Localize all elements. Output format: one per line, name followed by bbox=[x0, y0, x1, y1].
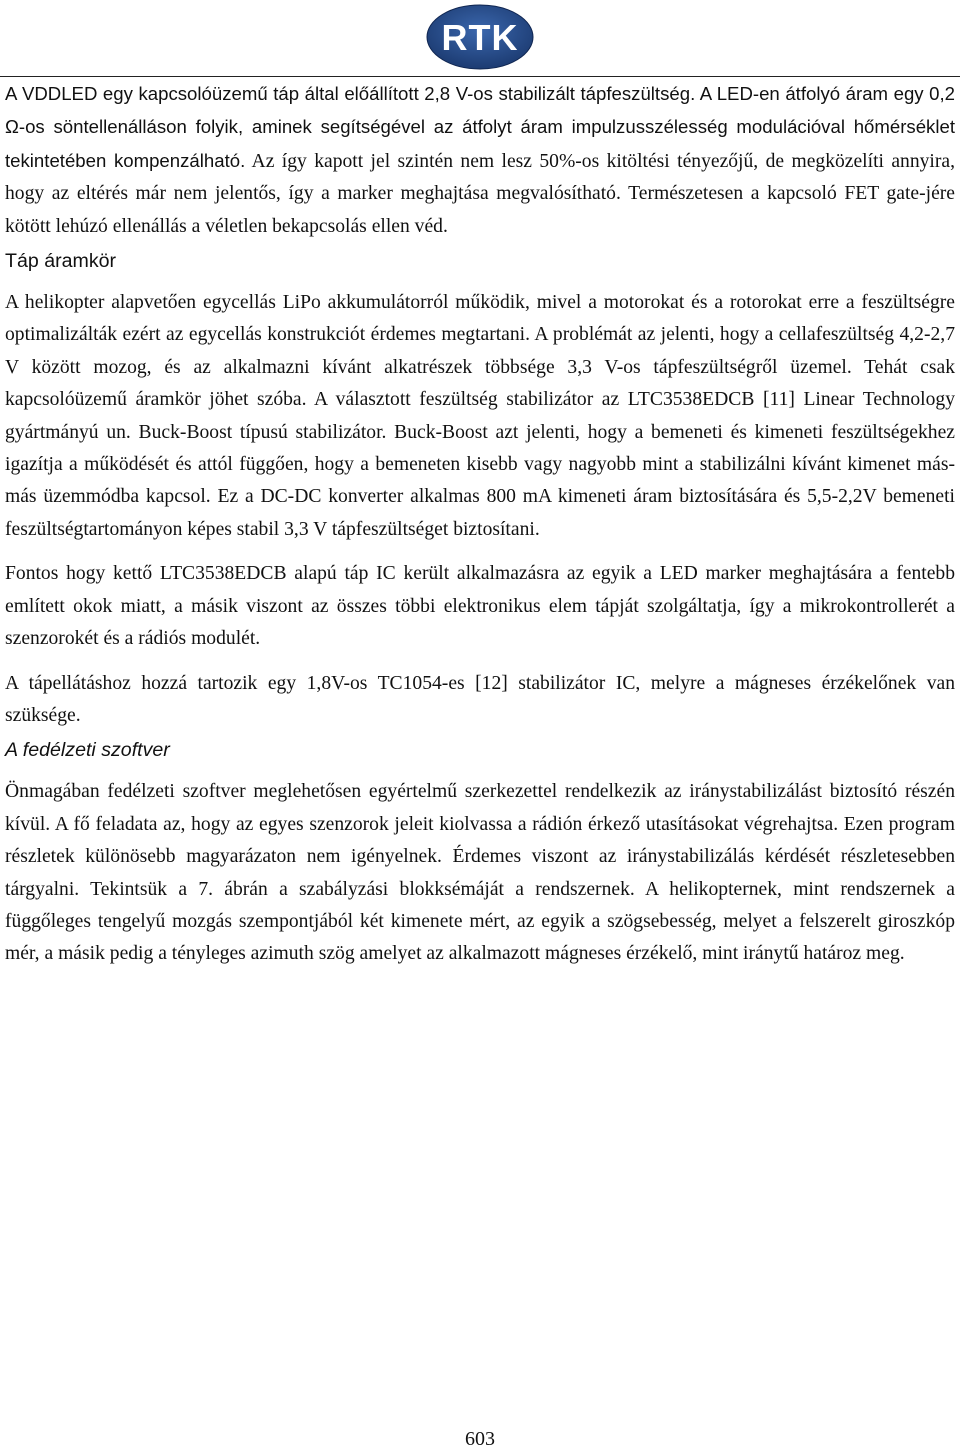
page-content bbox=[5, 78, 955, 971]
paragraph-vddled bbox=[5, 78, 955, 243]
rtk-logo-mark bbox=[426, 4, 534, 70]
paragraph-power: A helikopter alapvetően egycellás LiPo akkumulátorról működik, mivel a motorokat és a rotorokat erre a feszültségre optimalizálták ezért az egycellás konstrukciót érdemes megtartani. A problémát az jelenti, hogy a cellafeszültség 4,2-2,7 V között mozog, és az alkalmazni kívánt alkatrészek többsége 3,3 V-os tápfeszültségről üzemel. Tehát csak kapcsolóüzemű áramkör jöhet szóba. A választott feszültség stabilizátor az LTC3538EDCB [11] Linear Technology gyártmányú un. Buck-Boost típusú stabilizátor. Buck-Boost azt jelenti, hogy a bemeneti és kimeneti feszültségekhez igazítja a működését és attól függően, hogy a bemeneten kisebb vagy nagyobb mint a stabilizálni kívánt kimenet más-más üzemmódba kapcsol. Ez a DC-DC konverter alkalmas 800 mA kimeneti áram biztosítására és 5,5-2,2V bemeneti feszültségtartományon képes stabil 3,3 V tápfeszültséget biztosítani. bbox=[5, 292, 955, 540]
paragraph-vddled-sans: A VDDLED egy kapcsolóüzemű táp által előállított 2,8 V-os stabilizált tápfeszültség. A LED-en átfolyó áram egy 0,2 Ω-os söntellenálláson folyik, aminek segítségével az átfolyt áram impulzusszélesség modulációval hőmérséklet tekintetében kompenzálható. bbox=[5, 83, 955, 171]
logo-text: RTK bbox=[441, 17, 519, 58]
paragraph-vddled-serif: Az így kapott jel szintén nem lesz 50%-os kitöltési tényezőjű, de megközelíti annyira, hogy az eltérés már nem jelentős, így a marker meghajtása megvalósítható. Természetesen a kapcsoló FET gate-jére kötött lehúzó ellenállás a véletlen bekapcsolás ellen véd. bbox=[5, 150, 955, 237]
paragraph-software: Önmagában fedélzeti szoftver meglehetősen egyértelmű szerkezettel rendelkezik az iránystabilizálást biztosító részén kívül. A fő feladata az, hogy az egyes szenzorok jeleit kiolvassa a rádión érkező utasításokat végrehajtsa. Ezen program részletek különösebb magyarázaton nem igényelnek. Érdemes viszont az iránystabilizálás kérdését részletesebben tárgyalni. Tekintsük a 7. ábrán a szabályzási blokksémáját a rendszernek. A helikopternek, mint rendszernek a függőleges tengelyű mozgás szempontjából két kimenete mért, az egyik a szögsebesség, melyet a felszerelt giroszkóp mér, a másik pedig a tényleges azimuth szög amelyet az alkalmazott mágneses érzékelő, mint iránytű határoz meg. bbox=[5, 781, 955, 965]
header-rule bbox=[0, 76, 960, 77]
rtk-logo bbox=[426, 4, 534, 70]
paragraph-ltc: Fontos hogy kettő LTC3538EDCB alapú táp IC került alkalmazásra az egyik a LED marker meghajtására a fentebb említett okok miatt, a másik viszont az összes többi elektronikus elem tápját szolgáltatja, így a mikrokontrollerét a szenzorokét és a rádiós modulét. bbox=[5, 563, 955, 650]
heading-fedelzeti-szoftver: A fedélzeti szoftver bbox=[5, 739, 170, 762]
paragraph-tc1054: A tápellátáshoz hozzá tartozik egy 1,8V-os TC1054-es [12] stabilizátor IC, melyre a mágneses érzékelőnek van szüksége. bbox=[5, 672, 955, 726]
page-number: 603 bbox=[465, 1428, 495, 1450]
heading-tap-aramkor: Táp áramkör bbox=[5, 250, 117, 273]
